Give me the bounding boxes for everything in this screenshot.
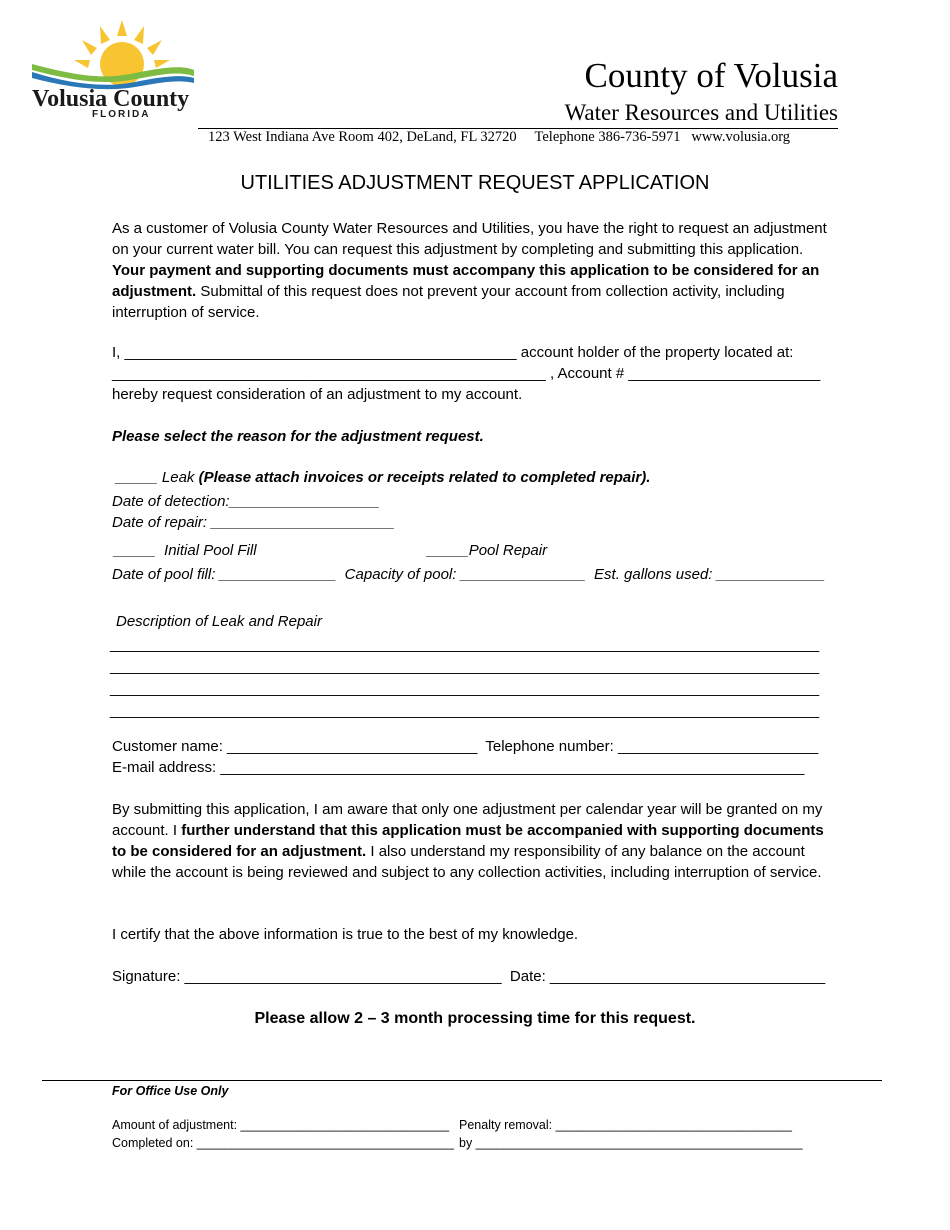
contact-line: 123 West Indiana Ave Room 402, DeLand, FL 32720 Telephone 386-736-5971 www.volusia.org [208,129,791,145]
org-name: County of Volusia [584,56,838,95]
description-line[interactable]: _____________________________________________________________________________________ [110,702,820,719]
customer-name-phone-fields[interactable]: Customer name: ______________________________ Telephone number: ________________________ [112,738,819,755]
date-of-detection-field[interactable]: Date of detection:__________________ [112,493,380,510]
penalty-removal-field[interactable]: Penalty removal: __________________________________ [459,1118,792,1132]
office-divider [42,1080,882,1081]
request-statement: hereby request consideration of an adjustment to my account. [112,386,523,403]
office-use-heading: For Office Use Only [112,1084,229,1098]
logo-name: Volusia County [32,86,190,112]
page-title: UTILITIES ADJUSTMENT REQUEST APPLICATION [240,172,710,194]
account-holder-line[interactable]: I, _______________________________________________ account holder of the property located at: [112,344,794,361]
description-label: Description of Leak and Repair [116,613,322,630]
pool-repair-option[interactable]: _____Pool Repair [427,542,548,559]
signature-date-fields[interactable]: Signature: ______________________________________ Date: _________________________________ [112,968,826,985]
ack-bold: further understand that this application must be accompanied with supporting documents to be considered for an adjustment. [112,822,824,860]
department-name: Water Resources and Utilities [564,100,838,125]
leak-label: Leak [161,469,195,486]
leak-option[interactable] [116,467,650,488]
intro-paragraph [112,218,828,323]
email-field[interactable]: E-mail address: ______________________________________________________________________ [112,759,805,776]
completed-by-field[interactable]: by _______________________________________________ [459,1136,803,1150]
leak-note: (Please attach invoices or receipts related to completed repair). [198,469,651,486]
date-of-repair-field[interactable]: Date of repair: ______________________ [112,514,395,531]
completed-on-field[interactable]: Completed on: _____________________________________ [112,1136,454,1150]
pool-details-fields[interactable]: Date of pool fill: ______________ Capacity of pool: _______________ Est. gallons used: _____________ [112,566,826,583]
intro-bold: Your payment and supporting documents must accompany this application to be considered for an adjustment. [112,262,820,300]
processing-note: Please allow 2 – 3 month processing time for this request. [254,1010,696,1027]
logo-state: FLORIDA [92,109,151,118]
leak-checkbox-blank[interactable]: _____ [116,469,158,486]
reason-prompt: Please select the reason for the adjustment request. [112,428,484,445]
certify-statement: I certify that the above information is true to the best of my knowledge. [112,926,579,943]
description-line[interactable]: _____________________________________________________________________________________ [110,636,820,653]
initial-pool-fill-option[interactable]: _____ Initial Pool Fill [114,542,257,559]
ack-text-1: By submitting this application, I am aware that only one adjustment per calendar year will be granted on my account. I [112,801,823,839]
intro-text-2: Submittal of this request does not prevent your account from collection activity, including interruption of service. [112,283,785,321]
description-line[interactable]: _____________________________________________________________________________________ [110,680,820,697]
ack-text-2: I also understand my responsibility of any balance on the account while the account is being reviewed and subject to any collection activities, including interruption of service. [112,843,822,881]
intro-text-1: As a customer of Volusia County Water Resources and Utilities, you have the right to request an adjustment on your current water bill. You can request this adjustment by completing and submitting this application. [112,220,827,258]
amount-of-adjustment-field[interactable]: Amount of adjustment: ______________________________ [112,1118,450,1132]
description-line[interactable]: _____________________________________________________________________________________ [110,658,820,675]
volusia-county-logo [30,18,200,118]
property-account-line[interactable]: ____________________________________________________ , Account # _______________________ [112,365,821,382]
acknowledgement-paragraph [112,799,828,883]
